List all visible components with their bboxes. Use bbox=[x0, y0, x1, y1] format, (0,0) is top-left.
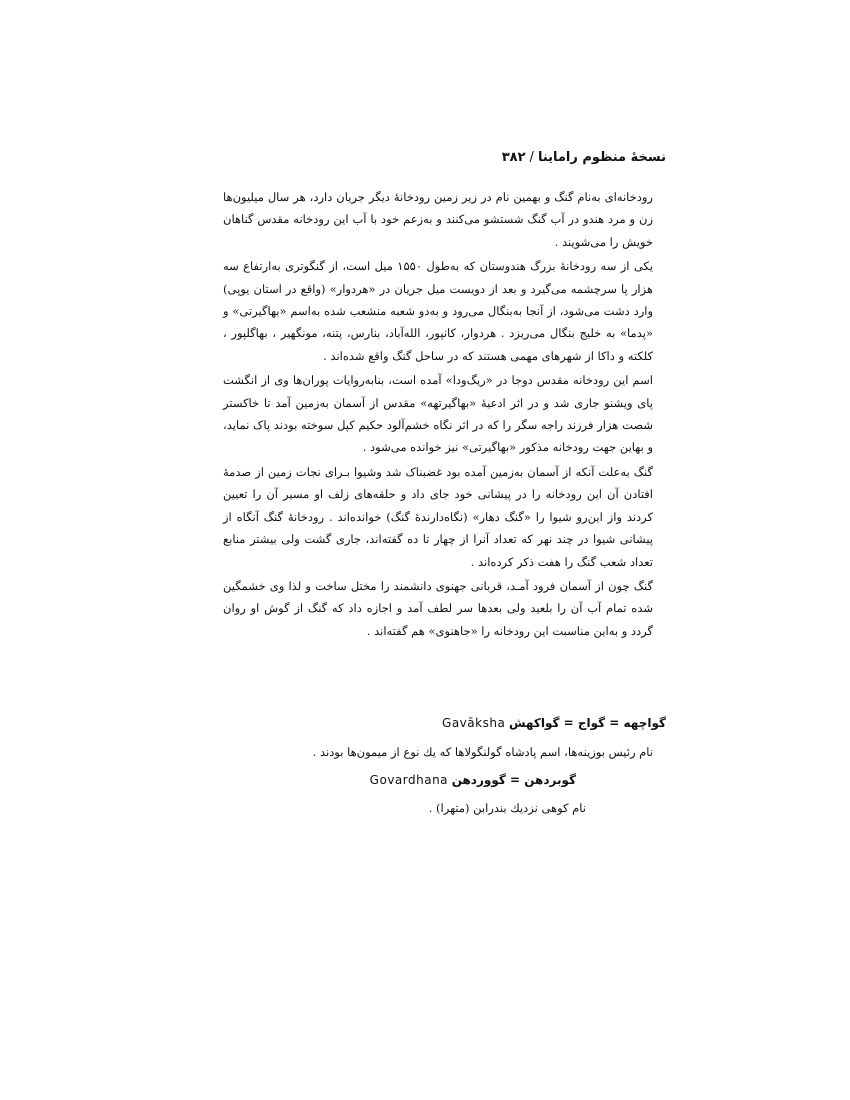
header-separator: / bbox=[529, 150, 534, 165]
header-title: نسخهٔ منظوم راماینا bbox=[537, 150, 666, 165]
running-header bbox=[502, 150, 666, 165]
entry-heading-govardhana bbox=[370, 773, 576, 787]
page-number: ۳۸۲ bbox=[501, 150, 526, 165]
paragraph-4: گنگ به‌علت آنکه از آسمان به‌زمین آمده بود غضبناک شد وشیوا بـرای نجات زمین از صدمهٔ افتادن آن این رودخانه را در پیشانی خود جای داد و حلقه‌های زلف او مسیر آن را تعیین کردند واز این‌رو شیوا را «گنگ دهار» (نگاه‌دارندهٔ گنگ) خوانده‌اند . رودخانهٔ گنگ آنگاه از پیشانی شیوا در چند نهر که تعداد آنرا از چهار تا ده گفته‌اند، جاری گشت ولی بیشتر منابع تعداد شعب گنگ را هفت ذکر کرده‌اند . bbox=[223, 464, 653, 569]
entry-latin-term: Govardhana bbox=[369, 773, 449, 787]
entry-latin-term: Gavāksha bbox=[442, 716, 506, 730]
entry-headword: گوبردهن = گووردهن bbox=[451, 773, 576, 787]
paragraph-1: رودخانه‌ای به‌نام گنگ و بهمین نام در زیر زمین رودخانهٔ دیگر جریان دارد، هر سال میلیون‌ها زن و مرد هندو در آب گنگ شستشو می‌کنند و به‌زعم خود با آب این رودخانه مقدس گناهان خویش را می‌شویند . bbox=[223, 190, 653, 249]
paragraph-5: گنگ چون از آسمان فرود آمـد، قربانی جهنوی دانشمند را مختل ساخت و لذا وی خشمگین شده تمام آب آن را بلعید ولی بعدها سر لطف آمد و اجازه داد که گنگ از گوش او روان گردد و به‌این مناسبت این رودخانه را «جاهنوی» هم گفته‌اند . bbox=[223, 578, 653, 638]
paragraph-2: یکی از سه رودخانهٔ بزرگ هندوستان که به‌طول ۱۵۵۰ میل است، از گنگوتری به‌ارتفاع سه هزار پا سرچشمه می‌گیرد و بعد از دویست میل جریان در «هردوار» (واقع در استان یوپی) وارد دشت می‌شود، از آنجا به‌بنگال می‌رود و به‌دو شعبه منشعب شده به‌اسم «بهاگیرتی» و «پدما» به خلیج بنگال می‌ریزد . هردوار، کانپور، الله‌آباد، بنارس، پتنه، مونگهیر ، بهاگلپور ، کلکته و داکا از شهرهای مهمی هستند که در ساحل گنگ واقع شده‌اند . bbox=[223, 259, 653, 363]
entry-definition: نام کوهی نزدیك بندرابن (متهرا) . bbox=[428, 801, 586, 815]
entry-definition: نام رئیس بوزینه‌ها، اسم پادشاه گولنگولاها که یك نوع از میمون‌ها بودند . bbox=[312, 745, 653, 759]
entry-heading-gavaksha bbox=[442, 716, 666, 730]
entry-headword: گواچهه = گواج = گواکهش bbox=[508, 716, 666, 730]
paragraph-3: اسم این رودخانه مقدس دوجا در «ریگ‌ودا» آمده است، بنابه‌روایات پوران‌ها وی از انگشت پای ویشنو جاری شد و در اثر ادعیهٔ «بهاگیرتهه» مقدس از آسمان به‌زمین آمد تا خاکستر شصت هزار فرزند راجه سگر را که در اثر نگاه خشم‌آلود حکیم کپل سوخته بودند پاک نماید، و بهاین جهت رودخانه مذکور «بهاگیرتی» نیز خوانده می‌شود . bbox=[223, 373, 653, 455]
body-text bbox=[223, 186, 653, 642]
